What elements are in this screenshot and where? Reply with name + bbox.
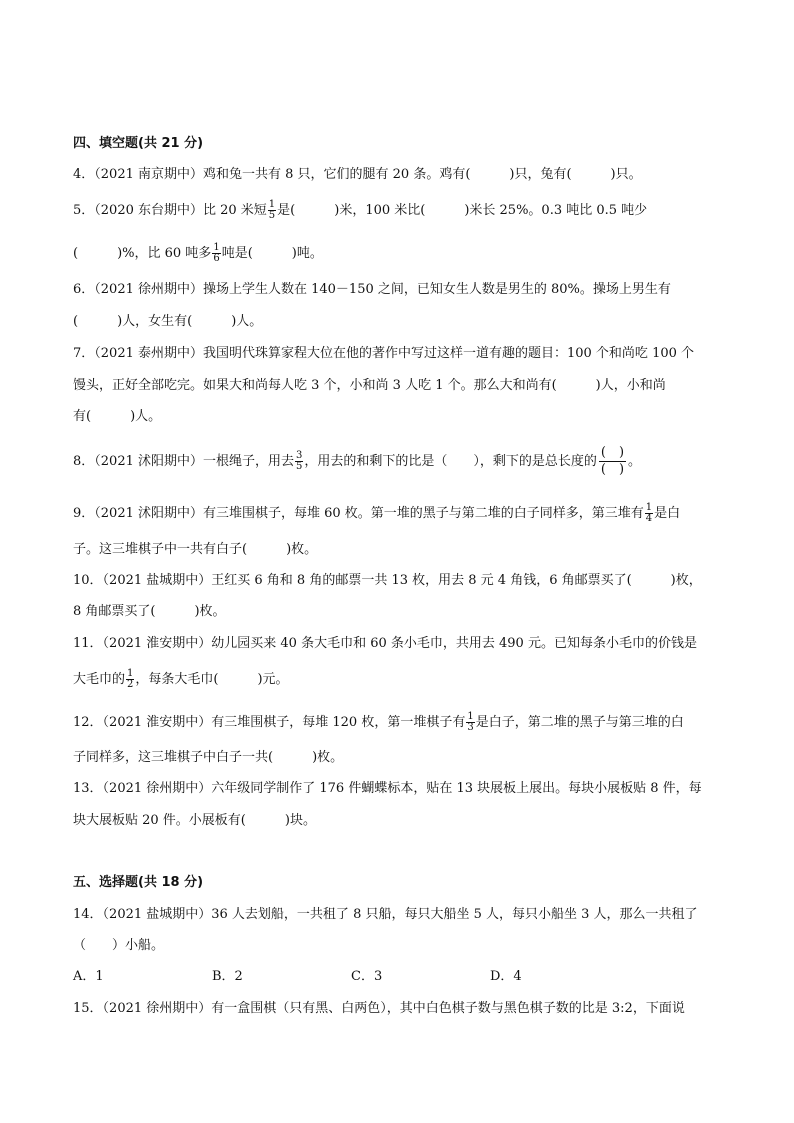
question-5-text-c: ( )%，比 60 吨多: [73, 246, 212, 261]
question-5-line-1: [73, 200, 647, 221]
question-5-text-d: 吨是( )吨。: [221, 246, 323, 261]
question-11-line-1: 11．（2021 淮安期中）幼儿园买来 40 条大毛巾和 60 条小毛巾，共用去 490 元。已知每条小毛巾的价钱是: [73, 636, 697, 651]
question-11-text-b: ，每条大毛巾( )元。: [135, 672, 289, 687]
fraction-numerator: 1: [467, 711, 474, 722]
question-6-line-2: ( )人，女生有( )人。: [73, 314, 263, 329]
fraction-numerator: 1: [127, 668, 134, 679]
question-7-line-1: 7．（2021 泰州期中）我国明代珠算家程大位在他的著作中写过这样一道有趣的题目：100 个和尚吃 100 个: [73, 346, 695, 361]
fraction-one-sixth: [212, 243, 220, 264]
blank-numerator: ( ): [600, 445, 625, 460]
question-14-line-1: 14．（2021 盐城期中）36 人去划船，一共租了 8 只船，每只大船坐 5 人，每只小船坐 3 人，那么一共租了: [73, 907, 698, 922]
question-8-text-a: 8．（2021 沭阳期中）一根绳子，用去: [73, 454, 294, 469]
option-c: C．3: [351, 969, 383, 984]
question-9-text-a: 9．（2021 沭阳期中）有三堆围棋子，每堆 60 枚。第一堆的黑子与第二堆的白子同样多，第三堆有: [73, 506, 644, 521]
question-5-text-b: 是( )米，100 米比( )米长 25%。0.3 吨比 0.5 吨少: [277, 203, 648, 218]
question-9-line-1: [73, 503, 680, 524]
question-5-line-2: [73, 243, 323, 264]
question-10-line-2: 8 角邮票买了( )枚。: [73, 604, 226, 619]
blank-denominator: ( ): [600, 462, 625, 477]
fraction-one-third: [466, 712, 474, 733]
fraction-denominator: 5: [296, 461, 303, 472]
section-heading-multiple-choice: 五、选择题(共 18 分): [73, 875, 204, 890]
question-14-line-2: （ ）小船。: [73, 938, 165, 953]
question-13-line-1: 13．（2021 徐州期中）六年级同学制作了 176 件蝴蝶标本，贴在 13 块展板上展出。每块小展板贴 8 件，每: [73, 781, 702, 796]
question-9-line-2: 子。这三堆棋子中一共有白子( )枚。: [73, 542, 318, 557]
fraction-one-quarter: [645, 503, 653, 524]
question-4: 4．（2021 南京期中）鸡和兔一共有 8 只，它们的腿有 20 条。鸡有( )只，兔有( )只。: [73, 167, 642, 182]
fraction-numerator: 1: [213, 242, 220, 253]
question-13-line-2: 块大展板贴 20 件。小展板有( )块。: [73, 813, 316, 828]
question-6-line-1: 6．（2021 徐州期中）操场上学生人数在 140－150 之间，已知女生人数是男生的 80%。操场上男生有: [73, 282, 671, 297]
fraction-numerator: 1: [645, 502, 653, 513]
option-b: B．2: [212, 969, 243, 984]
question-11-text-a: 大毛巾的: [73, 672, 126, 687]
fraction-denominator: 6: [213, 253, 220, 264]
question-10-line-1: 10．（2021 盐城期中）王红买 6 角和 8 角的邮票一共 13 枚，用去 8 元 4 角钱，6 角邮票买了( )枚，: [73, 573, 702, 588]
fraction-one-half: [126, 669, 134, 690]
question-8: [73, 445, 641, 478]
question-12-text-a: 12．（2021 淮安期中）有三堆围棋子，每堆 120 枚，第一堆棋子有: [73, 715, 466, 730]
question-5-text-a: 5．（2020 东台期中）比 20 米短: [73, 203, 267, 218]
question-7-line-2: 馒头，正好全部吃完。如果大和尚每人吃 3 个，小和尚 3 人吃 1 个。那么大和尚有( )人，小和尚: [73, 378, 666, 393]
question-15-line-1: 15．（2021 徐州期中）有一盒围棋（只有黑、白两色），其中白色棋子数与黑色棋子数的比是 3:2，下面说: [73, 1001, 685, 1016]
fraction-denominator: 3: [467, 722, 474, 733]
fraction-denominator: 5: [268, 210, 276, 221]
question-12-line-2: 子同样多，这三堆棋子中白子一共( )枚。: [73, 750, 344, 765]
question-7-line-3: 有( )人。: [73, 409, 162, 424]
fraction-denominator: 2: [127, 679, 134, 690]
option-a: A．1: [73, 969, 104, 984]
blank-fraction: [599, 445, 626, 478]
fraction-three-fifths: [295, 451, 303, 472]
option-d: D．4: [490, 969, 522, 984]
section-heading-fill-blank: 四、填空题(共 21 分): [73, 136, 204, 151]
question-8-text-c: 。: [628, 454, 642, 469]
question-9-text-b: 是白: [654, 506, 681, 521]
question-12-line-1: [73, 712, 684, 733]
question-14-options: [73, 968, 629, 986]
fraction-numerator: 1: [268, 199, 276, 210]
question-8-text-b: ，用去的和剩下的比是（ ），剩下的是总长度的: [304, 454, 597, 469]
question-12-text-b: 是白子，第二堆的黑子与第三堆的白: [475, 715, 684, 730]
question-11-line-2: [73, 669, 289, 690]
fraction-one-fifth: [268, 200, 276, 221]
fraction-numerator: 3: [296, 450, 303, 461]
fraction-denominator: 4: [645, 513, 653, 524]
